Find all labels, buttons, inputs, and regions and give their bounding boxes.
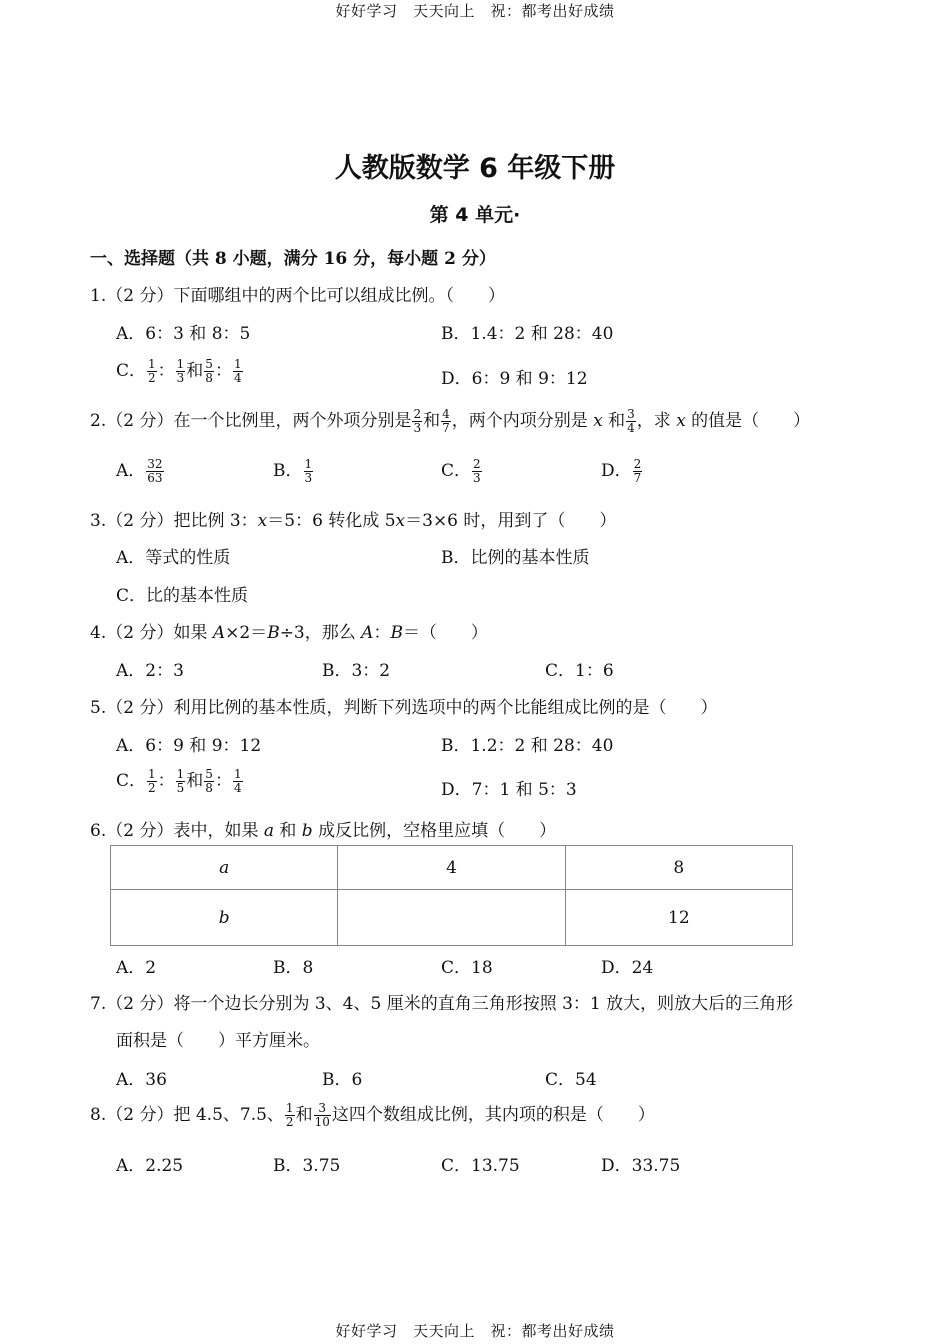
- fraction: $\frac{1}{5}$: [176, 767, 185, 795]
- fraction: $\frac{1}{2}$: [148, 357, 156, 385]
- fraction: $\frac{1}{4}$: [233, 357, 242, 385]
- question-8-option-b: B．3.75: [273, 1156, 341, 1176]
- page-title: 人教版数学 6 年级下册: [334, 153, 616, 184]
- question-1-option-c: C． $\frac{1}{2}$ ： $\frac{1}{3}$ 和 $\frac{5}{8}$ ： $\frac{1}{4}$: [116, 357, 242, 385]
- question-2-option-b: B． $\frac{1}{3}$: [273, 457, 313, 485]
- option-label: C．: [116, 361, 147, 381]
- question-2-option-a: A． $\frac{32}{63}$: [116, 457, 163, 485]
- fraction: $\frac{5}{8}$: [205, 357, 213, 385]
- question-3-option-b: B．比例的基本性质: [441, 548, 590, 568]
- question-1-stem: 1.（2 分）下面哪组中的两个比可以组成比例。（ ）: [90, 286, 505, 306]
- question-4-stem: 4.（2 分）如果 A×2＝B÷3，那么 A：B＝（ ）: [90, 623, 488, 643]
- question-8-option-d: D．33.75: [601, 1156, 681, 1176]
- question-5-option-b: B．1.2：2 和 28：40: [441, 736, 614, 756]
- question-2-stem: 2.（2 分）在一个比例里，两个外项分别是 $\frac{2}{3}$ 和 $\frac{4}{7}$ ，两个内项分别是 x 和 $\frac{3}{4}$ ，求 x 的值是（ ）: [90, 407, 811, 435]
- question-7-option-a: A．36: [116, 1070, 167, 1090]
- fraction: $\frac{1}{2}$: [148, 767, 156, 795]
- question-7-option-c: C．54: [545, 1070, 597, 1090]
- fraction: $\frac{4}{7}$: [442, 407, 450, 435]
- fraction: $\frac{2}{3}$: [413, 407, 422, 435]
- question-7-stem-line1: 7.（2 分）将一个边长分别为 3、4、5 厘米的直角三角形按照 3：1 放大，则放大后的三角形: [90, 994, 794, 1014]
- question-2-option-d: D． $\frac{2}{7}$: [601, 457, 642, 485]
- table-cell: a: [111, 846, 338, 890]
- question-4-option-b: B．3：2: [322, 661, 391, 681]
- question-5-stem: 5.（2 分）利用比例的基本性质，判断下列选项中的两个比能组成比例的是（ ）: [90, 698, 718, 718]
- table-row: [111, 890, 793, 946]
- fraction: $\frac{5}{8}$: [205, 767, 213, 795]
- question-5-option-c: C． $\frac{1}{2}$ ： $\frac{1}{5}$ 和 $\frac{5}{8}$ ： $\frac{1}{4}$: [116, 767, 242, 795]
- question-3-option-a: A．等式的性质: [116, 548, 231, 568]
- question-8-option-a: A．2.25: [116, 1156, 184, 1176]
- question-5-option-d: D．7：1 和 5：3: [441, 780, 577, 800]
- question-8-stem: 8.（2 分）把 4.5、7.5、 $\frac{1}{2}$ 和 $\frac{3}{10}$ 这四个数组成比例，其内项的积是（ ）: [90, 1101, 655, 1129]
- question-1-option-b: B．1.4：2 和 28：40: [441, 324, 614, 344]
- page-subtitle: 第 4 单元·: [429, 204, 521, 226]
- fraction: $\frac{3}{4}$: [627, 407, 635, 435]
- question-3-stem: 3.（2 分）把比例 3：x＝5：6 转化成 5x＝3×6 时，用到了（ ）: [90, 511, 617, 531]
- table-cell: b: [111, 890, 338, 946]
- question-4-option-c: C．1：6: [545, 661, 614, 681]
- question-6-option-b: B．8: [273, 958, 314, 978]
- fraction: $\frac{3}{10}$: [314, 1101, 330, 1129]
- question-6-option-d: D．24: [601, 958, 654, 978]
- fraction: $\frac{1}{2}$: [285, 1101, 294, 1129]
- question-1-option-a: A．6：3 和 8：5: [116, 324, 251, 344]
- fraction: $\frac{1}{3}$: [176, 357, 185, 385]
- table-row: [111, 846, 793, 890]
- question-8-option-c: C．13.75: [441, 1156, 520, 1176]
- section-heading: 一、选择题（共 8 小题，满分 16 分，每小题 2 分）: [90, 249, 496, 269]
- table-cell: 4: [338, 846, 565, 890]
- question-1-option-d: D．6：9 和 9：12: [441, 369, 588, 389]
- question-5-option-a: A．6：9 和 9：12: [116, 736, 262, 756]
- page-footer: 好好学习 天天向上 祝：都考出好成绩: [335, 1322, 615, 1340]
- table-cell: 8: [565, 846, 792, 890]
- question-3-option-c: C．比的基本性质: [116, 586, 249, 606]
- question-2-option-c: C． $\frac{2}{3}$: [441, 457, 481, 485]
- fraction: $\frac{1}{4}$: [233, 767, 242, 795]
- question-4-option-a: A．2：3: [116, 661, 184, 681]
- question-6-option-a: A．2: [116, 958, 157, 978]
- table-cell: 12: [565, 890, 792, 946]
- question-6-stem: 6.（2 分）表中，如果 a 和 b 成反比例，空格里应填（ ）: [90, 821, 557, 841]
- page-header: 好好学习 天天向上 祝：都考出好成绩: [335, 2, 615, 20]
- table-cell-blank: [338, 890, 565, 946]
- question-6-option-c: C．18: [441, 958, 493, 978]
- question-6-table: [110, 845, 793, 946]
- question-7-stem-line2: 面积是（ ）平方厘米。: [116, 1031, 320, 1051]
- question-7-option-b: B．6: [322, 1070, 363, 1090]
